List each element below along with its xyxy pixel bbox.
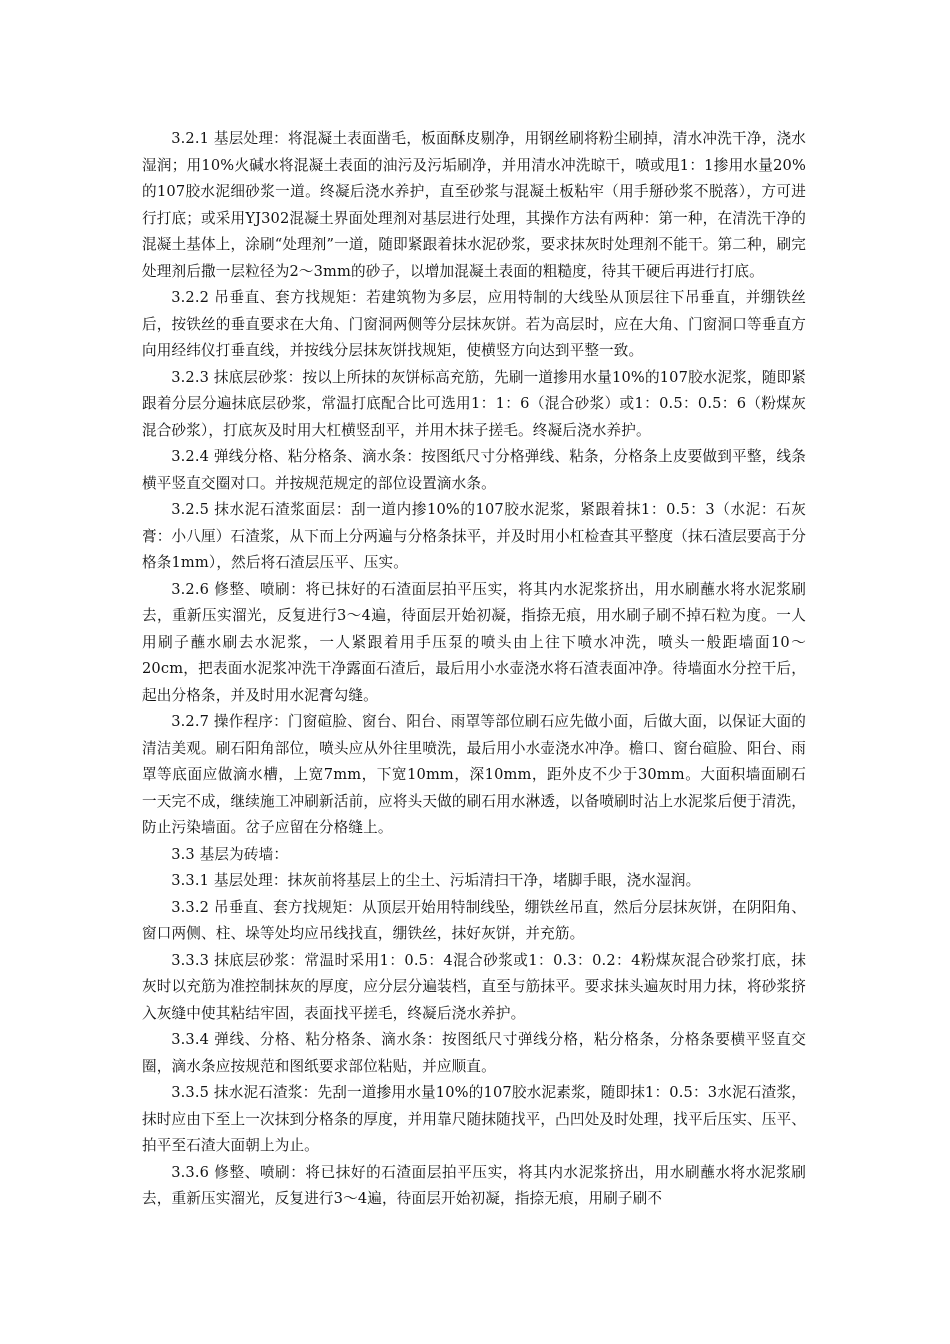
paragraph-3-2-3: 3.2.3 抹底层砂浆：按以上所抹的灰饼标高充筋，先刷一道掺用水量10%的107胶水泥浆，随即紧跟着分层分遍抹底层砂浆，常温打底配合比可选用1：1：6（混合砂浆）或1：0.5：0.5：6（粉煤灰混合砂浆），打底灰及时用大杠横竖刮平，并用木抹子搓毛。终凝后浇水养护。 — [142, 368, 806, 439]
paragraph-3-2-1: 3.2.1 基层处理：将混凝土表面凿毛，板面酥皮剔净，用钢丝刷将粉尘刷掉，清水冲洗干净，浇水湿润；用10%火碱水将混凝土表面的油污及污垢刷净，并用清水冲洗晾干，喷或甩1：1掺用水量20%的107胶水泥细砂浆一道。终凝后浇水养护，直至砂浆与混凝土板粘牢（用手掰砂浆不脱落），方可进行打底；或采用YJ302混凝土界面处理剂对基层进行处理，其操作方法有两种：第一种，在清洗干净的混凝土基体上，涂刷“处理剂”一道，随即紧跟着抹水泥砂浆，要求抹灰时处理剂不能干。第二种，刷完处理剂后撒一层粒径为2～3mm的砂子，以增加混凝土表面的粗糙度，待其干硬后再进行打底。 — [142, 130, 806, 280]
paragraph-3-2-5: 3.2.5 抹水泥石渣浆面层：刮一道内掺10%的107胶水泥浆，紧跟着抹1：0.5：3（水泥：石灰膏：小八厘）石渣浆，从下而上分两遍与分格条抹平，并及时用小杠检查其平整度（抹石渣层要高于分格条1mm），然后将石渣层压平、压实。 — [142, 501, 806, 571]
paragraph-3-3-4: 3.3.4 弹线、分格、粘分格条、滴水条：按图纸尺寸弹线分格，粘分格条，分格条要横平竖直交圈，滴水条应按规范和图纸要求部位粘贴，并应顺直。 — [142, 1031, 806, 1075]
paragraph-3-3-6: 3.3.6 修整、喷刷：将已抹好的石渣面层拍平压实，将其内水泥浆挤出，用水刷蘸水将水泥浆刷去，重新压实溜光，反复进行3～4遍，待面层开始初凝，指捺无痕，用刷子刷不 — [142, 1163, 806, 1207]
document-page — [142, 126, 806, 1213]
paragraph-3-3-1: 3.3.1 基层处理：抹灰前将基层上的尘土、污垢清扫干净，堵脚手眼，浇水湿润。 — [171, 872, 701, 889]
paragraph-3-2-6: 3.2.6 修整、喷刷：将已抹好的石渣面层拍平压实，将其内水泥浆挤出，用水刷蘸水将水泥浆刷去，重新压实溜光，反复进行3～4遍，待面层开始初凝，指捺无痕，用水刷子刷不掉石粒为度。一人用刷子蘸水刷去水泥浆，一人紧跟着用手压泵的喷头由上往下喷水冲洗，喷头一般距墙面10～20cm，把表面水泥浆冲洗干净露面石渣后，最后用小水壶浇水将石渣表面冲净。待墙面水分控干后，起出分格条，并及时用水泥膏勾缝。 — [142, 580, 806, 704]
paragraph-3-2-4: 3.2.4 弹线分格、粘分格条、滴水条：按图纸尺寸分格弹线、粘条，分格条上皮要做到平整，线条横平竖直交圈对口。并按规范规定的部位设置滴水条。 — [142, 448, 806, 492]
section-heading-3-3: 3.3 基层为砖墙： — [171, 845, 289, 863]
paragraph-3-3-3: 3.3.3 抹底层砂浆：常温时采用1：0.5：4混合砂浆或1：0.3：0.2：4粉煤灰混合砂浆打底，抹灰时以充筋为准控制抹灰的厚度，应分层分遍装档，直至与筋抹平。要求抹头遍灰时用力抹，将砂浆挤入灰缝中使其粘结牢固，表面找平搓毛，终凝后浇水养护。 — [142, 951, 806, 1022]
paragraph-3-2-2: 3.2.2 吊垂直、套方找规矩：若建筑物为多层，应用特制的大线坠从顶层往下吊垂直，并绷铁丝后，按铁丝的垂直要求在大角、门窗洞两侧等分层抹灰饼。若为高层时，应在大角、门窗洞口等垂直方向用经纬仪打垂直线，并按线分层抹灰饼找规矩，使横竖方向达到平整一致。 — [142, 289, 806, 359]
paragraph-3-3-2: 3.3.2 吊垂直、套方找规矩：从顶层开始用特制线坠，绷铁丝吊直，然后分层抹灰饼，在阴阳角、窗口两侧、柱、垛等处均应吊线找直，绷铁丝，抹好灰饼，并充筋。 — [142, 898, 806, 942]
paragraph-3-3-5: 3.3.5 抹水泥石渣浆：先刮一道掺用水量10%的107胶水泥素浆，随即抹1：0.5：3水泥石渣浆，抹时应由下至上一次抹到分格条的厚度，并用靠尺随抹随找平，凸凹处及时处理，找平后压实、压平、拍平至石渣大面朝上为止。 — [142, 1084, 806, 1154]
paragraph-3-2-7: 3.2.7 操作程序：门窗碹脸、窗台、阳台、雨罩等部位刷石应先做小面，后做大面，以保证大面的清洁美观。刷石阳角部位，喷头应从外往里喷洗，最后用小水壶浇水冲净。檐口、窗台碹脸、阳台、雨罩等底面应做滴水槽，上宽7mm，下宽10mm，深10mm，距外皮不少于30mm。大面积墙面刷石一天完不成，继续施工冲刷新活前，应将头天做的刷石用水淋透，以备喷刷时沾上水泥浆后便于清洗，防止污染墙面。岔子应留在分格缝上。 — [142, 713, 806, 836]
